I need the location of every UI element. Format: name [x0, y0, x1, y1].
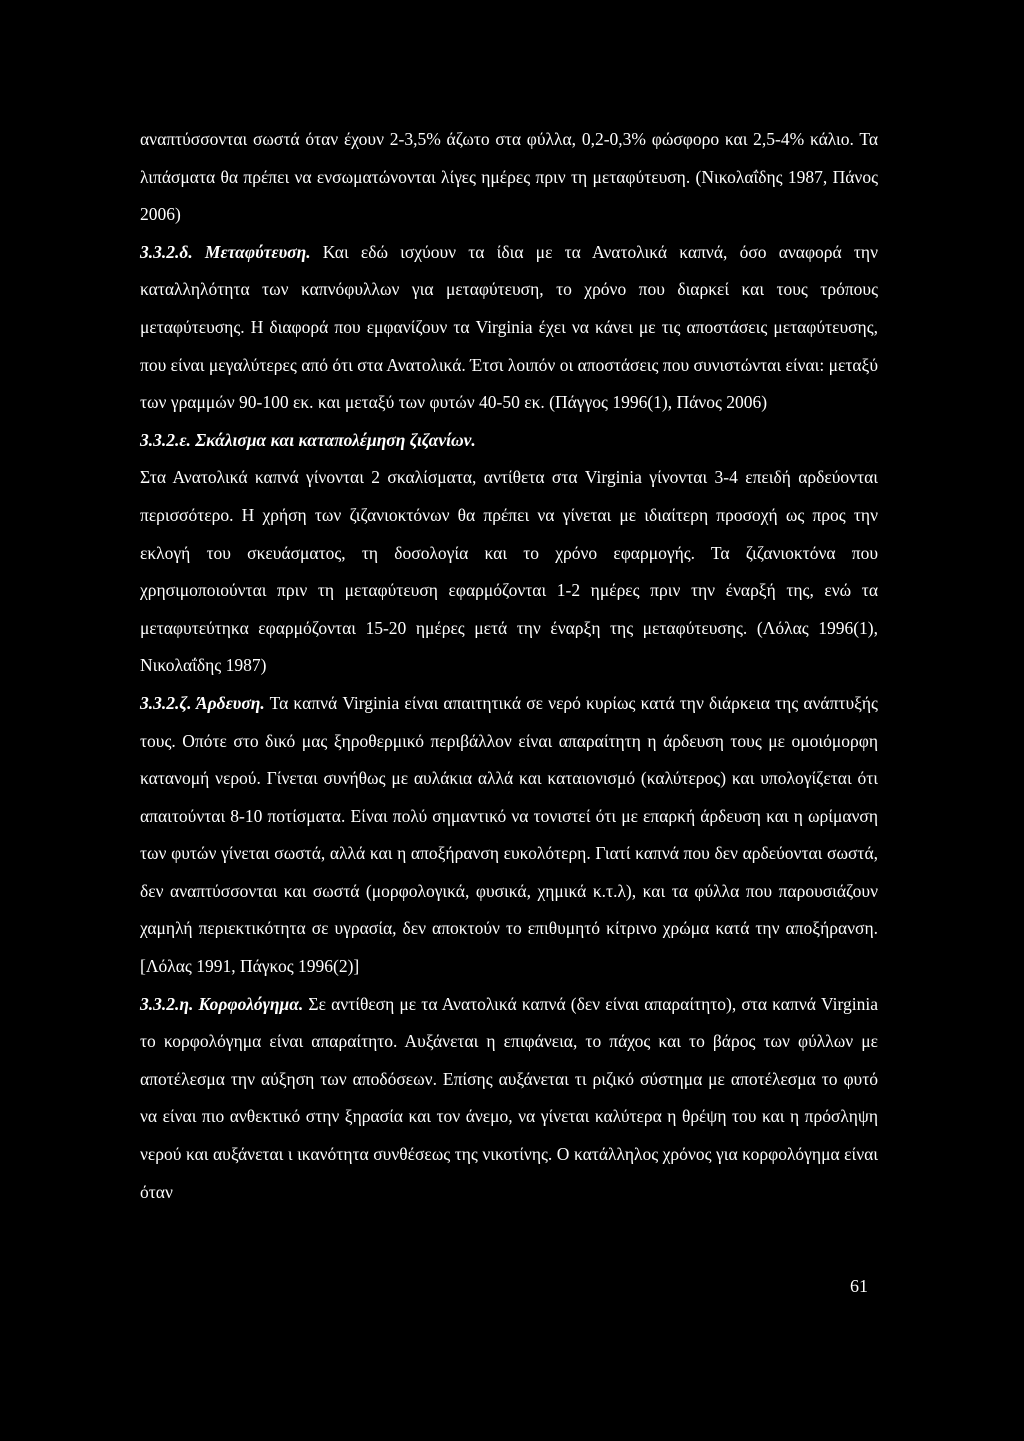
body-text: [140, 121, 878, 1211]
paragraph-weeding-heading: [140, 422, 878, 460]
paragraph-text: Στα Ανατολικά καπνά γίνονται 2 σκαλίσματα, αντίθετα στα Virginia γίνονται 3-4 επειδή αρδεύονται περισσότερο. Η χρήση των ζιζανιοκτόνων θα πρέπει να γίνεται με ιδιαίτερη προσοχή ως προς την εκλογή του σκευάσματος, τη δοσολογία και το χρόνο εφαρμογής. Τα ζιζανιοκτόνα που χρησιμοποιούνται πριν τη μεταφύτευση εφαρμόζονται 1-2 ημέρες πριν την έναρξή της, ενώ τα μεταφυτεύτηκα εφαρμόζονται 15-20 ημέρες μετά την έναρξη της μεταφύτευσης. (Λόλας 1996(1), Νικολαΐδης 1987): [140, 467, 878, 676]
paragraph-topping: [140, 986, 878, 1212]
paragraph-irrigation: [140, 685, 878, 986]
paragraph-text: αναπτύσσονται σωστά όταν έχουν 2-3,5% άζωτο στα φύλλα, 0,2-0,3% φώσφορο και 2,5-4% κάλιο. Τα λιπάσματα θα πρέπει να ενσωματώνονται λίγες ημέρες πριν τη μεταφύτευση. (Νικολαΐδης 1987, Πάνος 2006): [140, 129, 878, 225]
section-heading-topping: 3.3.2.η. Κορφολόγημα.: [140, 993, 304, 1014]
page-number: 61: [850, 1276, 868, 1296]
section-heading-transplanting: 3.3.2.δ. Μεταφύτευση.: [140, 241, 311, 262]
paragraph-text: Και εδώ ισχύουν τα ίδια με τα Ανατολικά καπνά, όσο αναφορά την καταλληλότητα των καπνόφυλλων για μεταφύτευση, το χρόνο που διαρκεί και τους τρόπους μεταφύτευσης. Η διαφορά που εμφανίζουν τα Virginia έχει να κάνει με τις αποστάσεις μεταφύτευσης, που είναι μεγαλύτερες από ότι στα Ανατολικά. Έτσι λοιπόν οι αποστάσεις που συνιστώνται είναι: μεταξύ των γραμμών 90-100 εκ. και μεταξύ των φυτών 40-50 εκ. (Πάγγος 1996(1), Πάνος 2006): [140, 241, 878, 413]
paragraph-transplanting: [140, 234, 878, 422]
paragraph-text: Σε αντίθεση με τα Ανατολικά καπνά (δεν είναι απαραίτητο), στα καπνά Virginia το κορφολόγημα είναι απαραίτητο. Αυξάνεται η επιφάνεια, το πάχος και το βάρος των φύλλων με αποτέλεσμα την αύξηση των αποδόσεων. Επίσης αυξάνεται τι ριζικό σύστημα με αποτέλεσμα το φυτό να είναι πιο ανθεκτικό στην ξηρασία και τον άνεμο, να γίνεται καλύτερα η θρέψη του και η πρόσληψη νερού και αυξάνεται ι ικανότητα συνθέσεως της νικοτίνης. Ο κατάλληλος χρόνος για κορφολόγημα είναι όταν: [140, 993, 879, 1202]
paragraph-fertilization-end: [140, 121, 878, 234]
paragraph-text: Τα καπνά Virginia είναι απαιτητικά σε νερό κυρίως κατά την διάρκεια της ανάπτυξής τους. Οπότε στο δικό μας ξηροθερμικό περιβάλλον είναι απαραίτητη η άρδευση τους με ομοιόμορφη κατανομή νερού. Γίνεται συνήθως με αυλάκια αλλά και καταιονισμό (καλύτερος) και υπολογίζεται ότι απαιτούνται 8-10 ποτίσματα. Είναι πολύ σημαντικό να τονιστεί ότι με επαρκή άρδευση και η ωρίμανση των φυτών γίνεται σωστά, αλλά και η αποξήρανση ευκολότερη. Γιατί καπνά που δεν αρδεύονται σωστά, δεν αναπτύσσονται και σωστά (μορφολογικά, φυσικά, χημικά κ.τ.λ), και τα φύλλα που παρουσιάζουν χαμηλή περιεκτικότητα σε υγρασία, δεν αποκτούν το επιθυμητό κίτρινο χρώμα κατά την αποξήρανση. [Λόλας 1991, Πάγκος 1996(2)]: [140, 692, 878, 977]
paragraph-weeding: [140, 459, 878, 685]
section-heading-irrigation: 3.3.2.ζ. Άρδευση.: [140, 692, 265, 713]
section-heading-weeding: 3.3.2.ε. Σκάλισμα και καταπολέμηση ζιζανίων.: [140, 429, 476, 450]
